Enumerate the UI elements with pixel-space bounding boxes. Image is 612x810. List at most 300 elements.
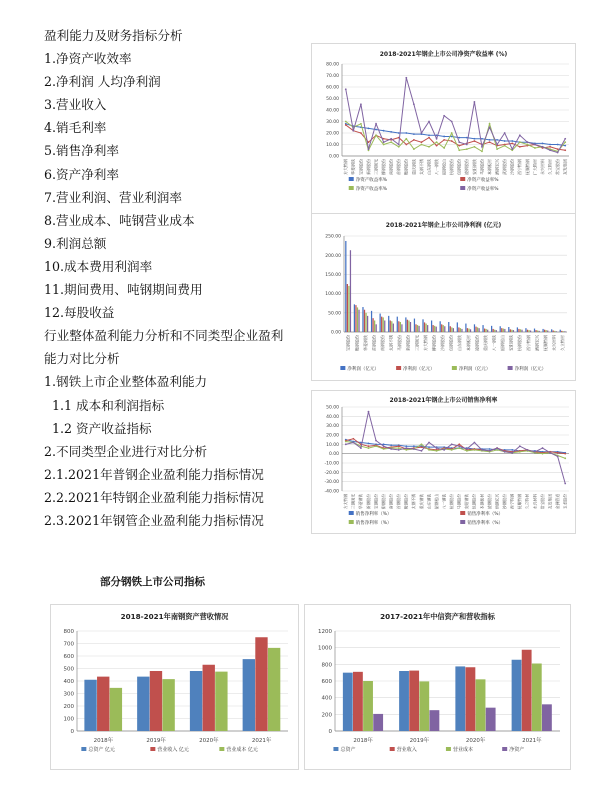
data-point xyxy=(557,152,559,154)
bar xyxy=(534,329,535,332)
data-point xyxy=(345,88,347,90)
citic-chart xyxy=(304,604,571,770)
bar xyxy=(433,325,434,332)
bar xyxy=(535,330,536,332)
legend-swatch xyxy=(81,747,86,751)
x-tick-label: 沙钢股份 xyxy=(509,159,515,175)
bar xyxy=(528,330,529,332)
data-point xyxy=(405,144,407,146)
bar xyxy=(501,328,502,332)
data-point xyxy=(428,146,430,148)
x-tick-label: 南钢股份 xyxy=(388,494,394,510)
outline-item: 11.期间费用、吨钢期间费用 xyxy=(44,282,203,298)
x-tick-label: 玉龙股份 xyxy=(562,494,568,510)
outline-item: 9.利润总额 xyxy=(44,235,107,251)
data-point xyxy=(564,453,566,455)
x-tick-label: 重庆钢铁 xyxy=(411,159,417,175)
data-point xyxy=(451,449,453,451)
data-point xyxy=(360,123,362,125)
bar xyxy=(542,704,552,731)
x-tick-label: 鞍钢股份 xyxy=(403,494,409,510)
legend-swatch xyxy=(349,177,354,181)
bar xyxy=(415,324,416,332)
y-tick-label: 100.00 xyxy=(325,292,341,298)
data-point xyxy=(504,132,506,134)
y-tick-label: 250.00 xyxy=(325,234,341,240)
x-tick-label: 2020年 xyxy=(465,738,486,744)
bar xyxy=(390,320,391,332)
y-tick-label: 150.00 xyxy=(325,272,341,278)
legend-swatch xyxy=(390,747,395,751)
data-point xyxy=(375,129,377,131)
bar xyxy=(399,671,409,731)
x-tick-label: 2019年 xyxy=(409,738,430,744)
bar xyxy=(544,330,545,332)
bar xyxy=(527,330,528,332)
bar xyxy=(243,659,255,731)
x-tick-label: 方大特钢 xyxy=(343,494,349,510)
y-tick-label: 30.00 xyxy=(326,120,339,126)
y-tick-label: 0.00 xyxy=(330,330,341,336)
x-tick-label: 重庆钢铁 xyxy=(482,335,488,351)
bar xyxy=(496,330,497,332)
data-point xyxy=(511,452,513,454)
data-point xyxy=(428,121,430,123)
data-point xyxy=(428,134,430,136)
outline-item: 1.1 成本和利润指标 xyxy=(52,397,165,413)
outline-item: 12.每股收益 xyxy=(44,305,115,321)
x-tick-label: 南钢股份 xyxy=(388,159,394,175)
bar xyxy=(374,320,375,332)
x-tick-label: 武钢股份 xyxy=(502,159,508,175)
x-tick-label: 马钢股份 xyxy=(456,494,462,510)
x-tick-label: 南钢股份 xyxy=(379,335,385,351)
outline-item: 2.2.2021年特钢企业盈利能力指标情况 xyxy=(44,489,264,505)
data-point xyxy=(549,452,551,454)
legend-label: 营业成本 亿元 xyxy=(226,747,258,753)
x-tick-label: 首钢股份 xyxy=(396,494,402,510)
data-point xyxy=(360,103,362,105)
outline-item: 1.净资产收效率 xyxy=(44,51,132,67)
bar xyxy=(363,681,373,731)
data-point xyxy=(390,131,392,133)
outline-item: 5.销售净利率 xyxy=(44,143,119,159)
bar xyxy=(525,328,526,332)
bar xyxy=(564,331,565,332)
x-tick-label: 酒钢宏兴 xyxy=(494,159,500,175)
bar xyxy=(460,328,461,332)
data-point xyxy=(519,134,521,136)
chart-title: 2018-2021年钢企上市公司净利润 (亿元) xyxy=(385,222,502,229)
bar xyxy=(461,329,462,332)
legend-swatch xyxy=(340,366,345,370)
data-point xyxy=(405,77,407,79)
bar xyxy=(503,329,504,332)
x-tick-label: 马钢股份 xyxy=(397,335,403,351)
bar xyxy=(410,322,411,332)
data-point xyxy=(496,144,498,146)
data-point xyxy=(428,137,430,139)
data-point xyxy=(458,445,460,447)
y-tick-label: 200 xyxy=(63,703,74,710)
data-point xyxy=(451,132,453,134)
bar xyxy=(468,329,469,332)
data-point xyxy=(557,456,559,458)
y-tick-label: 50.00 xyxy=(328,311,341,317)
x-tick-label: 三钢闽光 xyxy=(350,494,356,510)
bar xyxy=(372,318,373,332)
legend-swatch xyxy=(452,366,457,370)
bar xyxy=(553,330,554,332)
nangang-chart xyxy=(50,604,299,770)
bar xyxy=(484,329,485,332)
legend-label: 净利润（亿元） xyxy=(403,367,435,372)
x-tick-label: 杭钢股份 xyxy=(449,159,455,175)
legend-swatch xyxy=(396,366,401,370)
x-tick-label: 华菱钢铁 xyxy=(358,494,364,510)
data-point xyxy=(526,141,528,143)
y-tick-label: 800 xyxy=(321,662,332,669)
x-tick-label: 柳钢股份 xyxy=(380,494,386,510)
data-point xyxy=(458,149,460,151)
bar xyxy=(522,650,532,731)
y-tick-label: 0.00 xyxy=(328,452,339,458)
bar xyxy=(431,320,432,332)
data-point xyxy=(421,446,423,448)
bar xyxy=(443,325,444,332)
x-tick-label: 西宁特钢 xyxy=(517,159,523,175)
outline-list xyxy=(44,24,299,532)
bar xyxy=(455,666,465,731)
bar xyxy=(551,329,552,332)
data-point xyxy=(428,449,430,451)
data-point xyxy=(466,148,468,150)
bar xyxy=(424,322,425,332)
bar xyxy=(380,314,381,332)
data-point xyxy=(489,126,491,128)
data-point xyxy=(413,448,415,450)
x-tick-label: 鞍钢股份 xyxy=(354,335,360,351)
data-point xyxy=(375,123,377,125)
data-point xyxy=(458,447,460,449)
legend-label: 净利润（亿元） xyxy=(347,367,379,372)
data-point xyxy=(413,445,415,447)
data-point xyxy=(542,447,544,449)
bar xyxy=(430,710,440,731)
bar xyxy=(357,307,358,332)
chart-title: 2018-2021年南钢资产营收情况 xyxy=(120,612,229,621)
data-point xyxy=(481,151,483,153)
bar xyxy=(467,328,468,332)
data-point xyxy=(458,145,460,147)
data-point xyxy=(413,103,415,105)
outline-item: 6.资产净利率 xyxy=(44,166,119,182)
legend-swatch xyxy=(349,511,354,515)
bar xyxy=(560,330,561,332)
data-point xyxy=(345,121,347,123)
outline-item: 盈利能力及财务指标分析 xyxy=(44,28,183,43)
data-point xyxy=(428,446,430,448)
data-point xyxy=(481,449,483,451)
data-point xyxy=(534,144,536,146)
data-point xyxy=(345,124,347,126)
x-tick-label: 2018年 xyxy=(353,738,373,744)
bar xyxy=(84,680,96,731)
data-point xyxy=(557,148,559,150)
bar xyxy=(162,679,174,731)
bar xyxy=(520,329,521,332)
outline-item: 2.不同类型企业进行对比分析 xyxy=(44,443,208,459)
bar xyxy=(398,321,399,332)
data-point xyxy=(390,141,392,143)
y-tick-label: 20.00 xyxy=(326,433,339,439)
data-point xyxy=(474,449,476,451)
y-tick-label: -40.00 xyxy=(324,489,339,495)
data-point xyxy=(564,138,566,140)
data-point xyxy=(458,443,460,445)
data-point xyxy=(383,445,385,447)
bar xyxy=(477,327,478,332)
outline-item: 2.净利润 人均净利润 xyxy=(44,74,161,90)
y-tick-label: 10.00 xyxy=(326,143,339,149)
data-point xyxy=(413,133,415,135)
x-tick-label: 宝钢股份 xyxy=(373,494,379,510)
data-point xyxy=(390,444,392,446)
x-tick-label: 包钢股份 xyxy=(448,335,454,351)
data-point xyxy=(542,146,544,148)
y-tick-label: 300 xyxy=(63,691,74,698)
bar xyxy=(441,324,442,332)
x-tick-label: 抚顺特钢 xyxy=(517,494,523,510)
outline-item: 1.钢铁上市企业整体盈利能力 xyxy=(44,374,208,390)
bar xyxy=(532,664,542,732)
data-point xyxy=(443,139,445,141)
bar xyxy=(425,324,426,332)
x-tick-label: 包钢股份 xyxy=(471,494,477,510)
x-tick-label: 柳钢股份 xyxy=(381,159,387,175)
y-tick-label: 0 xyxy=(328,728,332,735)
data-point xyxy=(519,445,521,447)
data-point xyxy=(451,140,453,142)
data-point xyxy=(398,449,400,451)
data-point xyxy=(352,130,354,132)
x-tick-label: 新钢股份 xyxy=(405,335,411,351)
y-tick-label: 700 xyxy=(63,641,74,648)
chart-title: 2017-2021年中信资产和营收指标 xyxy=(380,612,495,621)
data-point xyxy=(466,144,468,146)
data-point xyxy=(405,447,407,449)
bar xyxy=(478,328,479,332)
outline-item: 7.营业利润、营业利润率 xyxy=(44,189,182,205)
bar xyxy=(466,667,476,731)
bar xyxy=(373,714,383,731)
data-point xyxy=(496,449,498,451)
data-point xyxy=(368,447,370,449)
x-tick-label: 韶钢松山 xyxy=(433,494,439,510)
y-tick-label: 80.00 xyxy=(326,62,339,68)
bar xyxy=(547,330,548,332)
x-tick-label: 凌钢股份 xyxy=(464,159,470,175)
x-tick-label: 华菱钢铁 xyxy=(350,159,356,175)
legend-swatch xyxy=(508,366,513,370)
bar xyxy=(422,319,423,332)
bar xyxy=(508,327,509,332)
data-point xyxy=(421,144,423,146)
data-point xyxy=(345,441,347,443)
bar xyxy=(450,326,451,332)
x-tick-label: 安阳钢铁 xyxy=(464,494,470,510)
legend-swatch xyxy=(219,747,224,751)
x-tick-label: 2021年 xyxy=(251,738,272,744)
chart-title: 2018-2021年钢企上市公司净资产收益率 (%) xyxy=(379,51,508,58)
x-tick-label: 久立特材 xyxy=(524,494,530,510)
bar xyxy=(408,320,409,332)
data-point xyxy=(481,138,483,140)
bar xyxy=(409,671,419,731)
y-tick-label: 1200 xyxy=(318,628,332,635)
data-point xyxy=(564,145,566,147)
data-point xyxy=(360,132,362,134)
x-tick-label: 安阳钢铁 xyxy=(471,159,477,175)
y-tick-label: 70.00 xyxy=(326,74,339,80)
x-tick-label: 本钢板材 xyxy=(486,159,492,175)
x-tick-label: 包钢股份 xyxy=(456,159,462,175)
x-tick-label: 金洲管道 xyxy=(554,494,560,510)
bar xyxy=(345,241,346,332)
data-point xyxy=(398,445,400,447)
bar xyxy=(517,327,518,332)
x-tick-label: 八一钢铁 xyxy=(433,159,439,175)
data-point xyxy=(352,438,354,440)
data-point xyxy=(390,138,392,140)
bar xyxy=(365,313,366,332)
x-tick-label: 2018年 xyxy=(93,738,114,744)
bar xyxy=(542,329,543,332)
data-point xyxy=(360,447,362,449)
data-point xyxy=(542,142,544,144)
data-point xyxy=(428,442,430,444)
bar xyxy=(255,637,267,731)
data-point xyxy=(443,147,445,149)
x-tick-label: 酒钢宏兴 xyxy=(534,335,540,351)
bar xyxy=(405,317,406,332)
bar xyxy=(371,311,372,332)
bar xyxy=(556,331,557,332)
bar xyxy=(376,324,377,332)
legend-label: 净资产 xyxy=(509,747,525,753)
data-point xyxy=(496,148,498,150)
x-tick-label: 凌钢股份 xyxy=(486,494,492,510)
data-point xyxy=(481,146,483,148)
data-point xyxy=(489,139,491,141)
legend-label: 净资产收益率% xyxy=(355,178,388,183)
data-point xyxy=(474,442,476,444)
x-tick-label: 2019年 xyxy=(146,738,166,744)
data-point xyxy=(489,448,491,450)
data-point xyxy=(383,141,385,143)
bar xyxy=(358,310,359,332)
data-point xyxy=(405,138,407,140)
bar xyxy=(512,660,522,731)
data-point xyxy=(398,447,400,449)
y-tick-label: 30.00 xyxy=(326,424,339,430)
data-point xyxy=(368,411,370,413)
bar xyxy=(203,665,215,731)
data-point xyxy=(451,136,453,138)
data-point xyxy=(534,451,536,453)
bar xyxy=(400,322,401,332)
bar xyxy=(343,673,353,731)
legend-swatch xyxy=(349,186,354,190)
bar xyxy=(347,284,348,332)
outline-item: 10.成本费用利润率 xyxy=(44,258,153,274)
bar xyxy=(350,250,351,332)
bar xyxy=(407,320,408,332)
bar xyxy=(500,326,501,332)
bar xyxy=(561,331,562,332)
outline-item: 行业整体盈利能力分析和不同类型企业盈利 xyxy=(44,328,284,344)
x-tick-label: 抚顺特钢 xyxy=(542,335,548,351)
bar xyxy=(367,316,368,332)
data-point xyxy=(443,136,445,138)
data-point xyxy=(557,452,559,454)
x-tick-label: 华菱钢铁 xyxy=(362,335,368,351)
data-point xyxy=(436,450,438,452)
x-tick-label: 西宁特钢 xyxy=(525,335,531,351)
legend-swatch xyxy=(460,177,465,181)
x-tick-label: 常宝股份 xyxy=(555,159,561,175)
y-tick-label: 40.00 xyxy=(326,414,339,420)
x-tick-label: 本钢板材 xyxy=(465,335,471,351)
outline-item: 3.营业收入 xyxy=(44,97,107,113)
x-tick-label: 安阳钢铁 xyxy=(508,335,514,351)
data-point xyxy=(458,141,460,143)
bar xyxy=(476,679,486,731)
bar xyxy=(397,317,398,332)
data-point xyxy=(451,443,453,445)
x-tick-label: 山东钢铁 xyxy=(457,335,463,351)
data-point xyxy=(405,449,407,451)
bar xyxy=(465,324,466,332)
outline-item: 4.销毛利率 xyxy=(44,120,107,136)
bar xyxy=(475,327,476,332)
y-tick-label: 200.00 xyxy=(325,253,341,259)
legend-label: 销售净利率（%） xyxy=(467,521,504,526)
data-point xyxy=(564,149,566,151)
bar xyxy=(354,304,355,332)
y-tick-label: -20.00 xyxy=(324,470,339,476)
legend-label: 营业收入 亿元 xyxy=(157,747,189,753)
data-point xyxy=(413,139,415,141)
bar xyxy=(491,326,492,332)
data-point xyxy=(368,128,370,130)
bar xyxy=(448,322,449,332)
legend-label: 净资产收益率% xyxy=(355,187,388,192)
x-tick-label: 2020年 xyxy=(199,738,219,744)
bar xyxy=(215,672,227,731)
y-tick-label: 60.00 xyxy=(326,85,339,91)
x-tick-label: 2021年 xyxy=(522,738,542,744)
y-tick-label: 100 xyxy=(63,716,74,723)
bar xyxy=(554,331,555,332)
data-point xyxy=(368,443,370,445)
data-point xyxy=(436,145,438,147)
net-profit-margin-chart xyxy=(311,390,576,534)
data-point xyxy=(436,141,438,143)
x-tick-label: 沙钢股份 xyxy=(502,494,508,510)
legend-label: 净资产收益率% xyxy=(467,178,499,183)
x-tick-label: 太钢不锈 xyxy=(388,335,394,351)
